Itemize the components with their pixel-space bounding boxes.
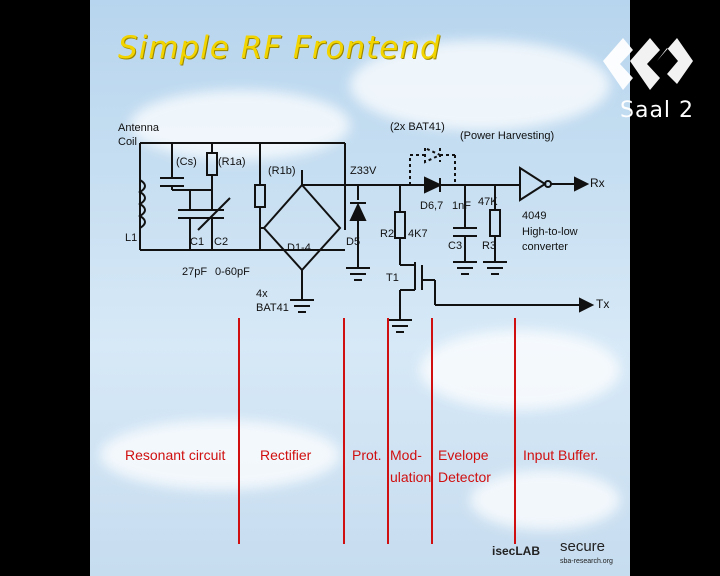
coil-label: Coil (118, 136, 137, 148)
broadcast-logo-icon (598, 26, 698, 96)
l1-label: L1 (125, 232, 138, 244)
slide-title: Simple RF Frontend (118, 30, 441, 66)
c3-value: 1nF (452, 200, 471, 212)
c2-value: 0-60pF (215, 266, 250, 278)
power-harvesting-label: (Power Harvesting) (460, 130, 555, 142)
iseclab-logo (492, 544, 540, 558)
d5-label: D5 (346, 236, 361, 248)
c2-label: C2 (214, 236, 229, 248)
iseclab-logo-text: isecLAB (492, 544, 541, 558)
r1a-label: (R1a) (218, 156, 246, 168)
c1-label: C1 (190, 236, 205, 248)
secure-logo-sub: sba-research.org (560, 558, 613, 565)
r1b-label: (R1b) (268, 165, 296, 177)
bat41x4-label-a: 4x (256, 288, 268, 300)
section-modulation-2: ulation (390, 469, 432, 485)
divider-line (343, 318, 345, 544)
room-label: Saal 2 (620, 98, 695, 123)
divider-line (431, 318, 433, 544)
antenna-label: Antenna (118, 122, 159, 134)
divider-line (387, 318, 389, 544)
section-input-buffer: Input Buffer. (523, 447, 599, 463)
d1-4-label: D1-4 (287, 242, 311, 254)
section-envelope-2: Detector (438, 469, 491, 485)
ic-label: 4049 (522, 210, 547, 222)
ic-desc-1: High-to-low (522, 226, 578, 238)
section-envelope-1: Evelope (438, 447, 489, 463)
r3-label: R3 (482, 240, 497, 252)
d67-label: D6,7 (420, 200, 444, 212)
ic-desc-2: converter (522, 241, 568, 253)
t1-label: T1 (386, 272, 399, 284)
section-modulation-1: Mod- (390, 447, 422, 463)
r2-label: R2 (380, 228, 395, 240)
section-rectifier: Rectifier (260, 447, 312, 463)
slide (90, 0, 630, 576)
tx-label: Tx (596, 297, 610, 311)
section-protection: Prot. (352, 447, 382, 463)
divider-line (514, 318, 516, 544)
cs-label: (Cs) (176, 156, 197, 168)
section-resonant: Resonant circuit (125, 447, 226, 463)
c3-label: C3 (448, 240, 463, 252)
bat41x4-label-b: BAT41 (256, 302, 289, 314)
divider-line (238, 318, 240, 544)
bat41x2-label: (2x BAT41) (390, 121, 445, 133)
c1-value: 27pF (182, 266, 208, 278)
secure-logo: secure (560, 538, 606, 555)
r2-value: 4K7 (408, 228, 428, 240)
circuit-diagram (90, 0, 630, 576)
z33v-label: Z33V (350, 165, 377, 177)
rx-label: Rx (590, 176, 605, 190)
r3-value: 47K (478, 196, 498, 208)
